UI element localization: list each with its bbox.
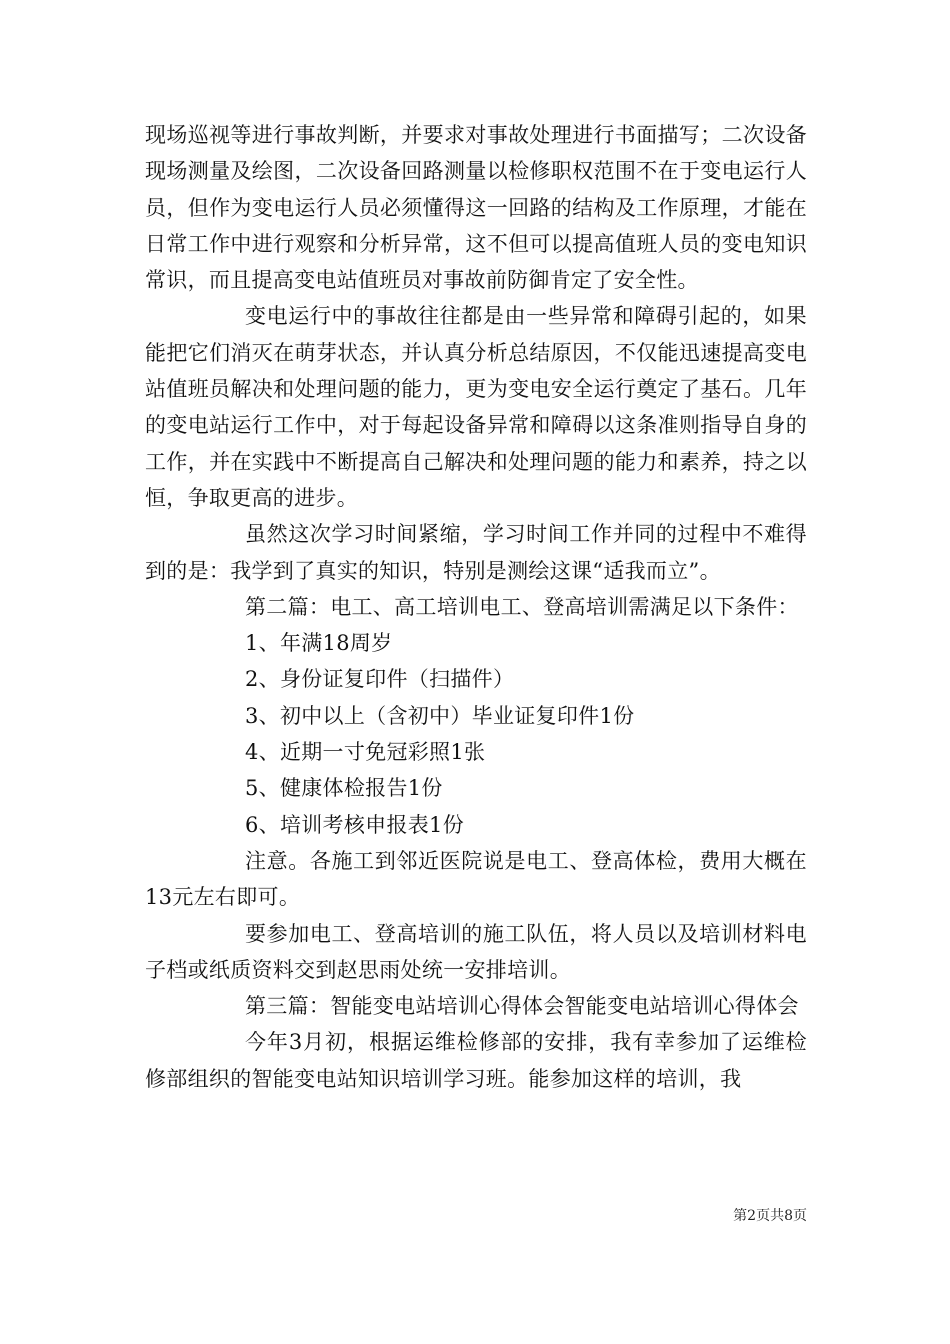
- paragraph-submission: 要参加电工、登高培训的施工队伍，将人员以及培训材料电子档或纸质资料交到赵思雨处统一安排培训。: [145, 921, 807, 982]
- list-item-health-report: 5、健康体检报告1份: [245, 776, 443, 801]
- paragraph-continuation: 现场巡视等进行事故判断，并要求对事故处理进行书面描写；二次设备现场测量及绘图，二次设备回路测量以检修职权范围不在于变电运行人员，但作为变电运行人员必须懂得这一回路的结构及工作原理，才能在日常工作中进行观察和分析异常，这不但可以提高值班人员的变电知识常识，而且提高变电站值班员对事故前防御肯定了安全性。: [145, 123, 807, 293]
- section-heading-part-two: 第二篇：电工、高工培训电工、登高培训需满足以下条件：: [245, 594, 799, 619]
- list-item-id-copy: 2、身份证复印件（扫描件）: [245, 667, 515, 692]
- paragraph-learning-summary: 虽然这次学习时间紧缩，学习时间工作并同的过程中不难得到的是：我学到了真实的知识，特别是测绘这课“适我而立”。: [145, 522, 807, 583]
- document-body: [145, 117, 807, 1097]
- page-number: 第2页共8页: [733, 1208, 807, 1224]
- paragraph-note: 注意。各施工到邻近医院说是电工、登高体检，费用大概在13元左右即可。: [145, 848, 807, 910]
- list-item-age: 1、年满18周岁: [245, 631, 393, 656]
- list-item-photo: 4、近期一寸免冠彩照1张: [245, 740, 486, 765]
- list-item-application-form: 6、培训考核申报表1份: [245, 812, 465, 837]
- section-heading-part-three: 第三篇：智能变电站培训心得体会智能变电站培训心得体会: [245, 994, 799, 1019]
- paragraph-training-intro: 今年3月初，根据运维检修部的安排，我有幸参加了运维检修部组织的智能变电站知识培训学习班。能参加这样的培训，我: [145, 1030, 807, 1091]
- list-item-diploma-copy: 3、初中以上（含初中）毕业证复印件1份: [245, 703, 635, 728]
- paragraph-fault-analysis: 变电运行中的事故往往都是由一些异常和障碍引起的，如果能把它们消灭在萌芽状态，并认真分析总结原因，不仅能迅速提高变电站值班员解决和处理问题的能力，更为变电安全运行奠定了基石。几年的变电站运行工作中，对于每起设备异常和障碍以这条准则指导自身的工作，并在实践中不断提高自己解决和处理问题的能力和素养，持之以恒，争取更高的进步。: [145, 304, 807, 510]
